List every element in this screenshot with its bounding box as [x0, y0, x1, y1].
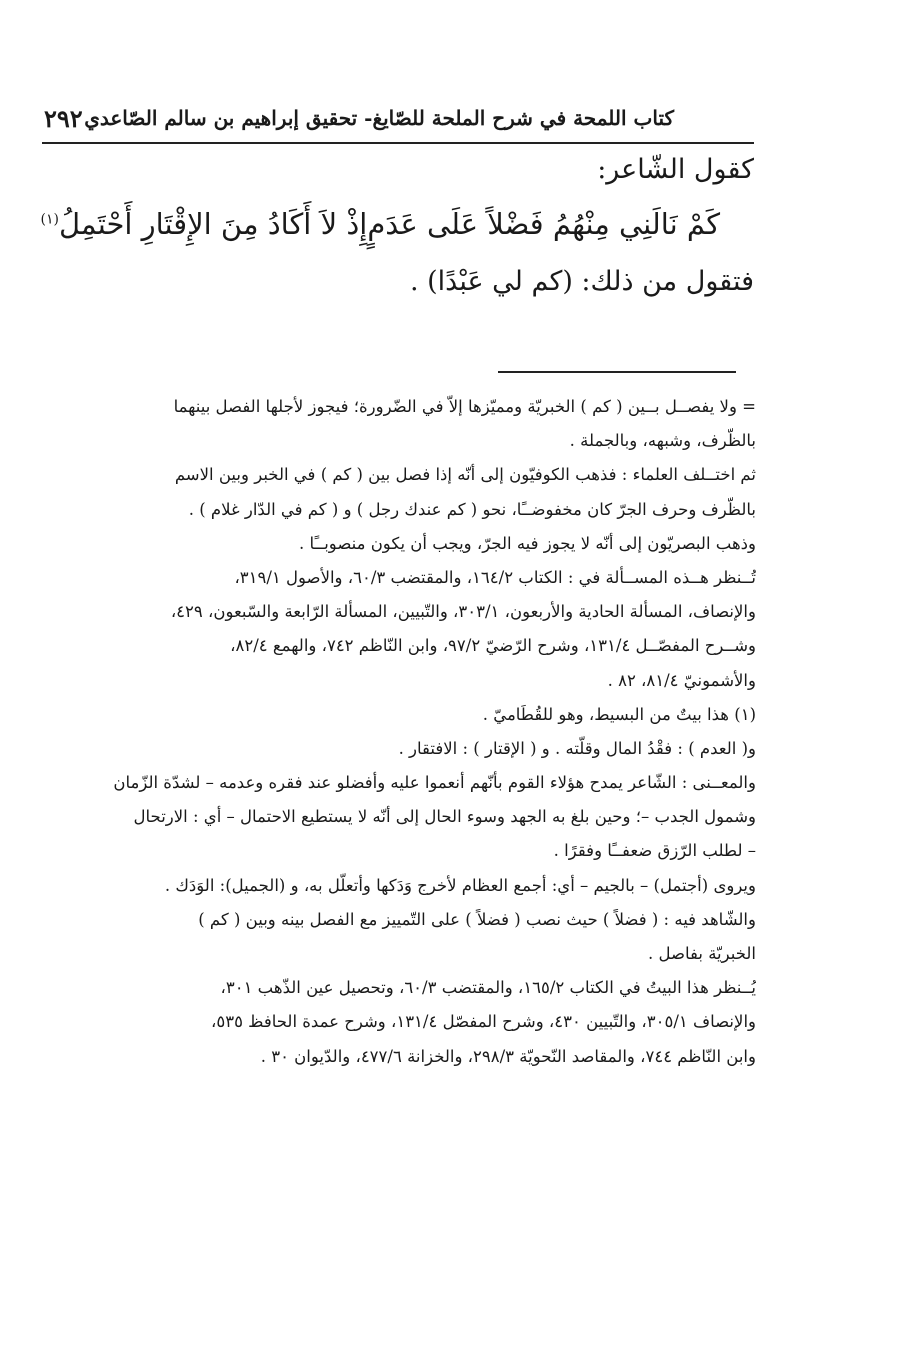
- footnote-divider: [498, 371, 736, 373]
- footnote-line: وذهب البصريّون إلى أنّه لا يجوز فيه الجرّ، ويجب أن يكون منصوبــًا .: [299, 533, 756, 553]
- footnote-marker: (١): [40, 211, 59, 228]
- page-number: ٢٩٢: [44, 103, 83, 133]
- footnote-line: (١) هذا بيتٌ من البسيط، وهو للقُطَاميّ .: [482, 704, 756, 724]
- footnote-line: يُــنظر هذا البيتُ في الكتاب ١٦٥/٢، والمقتضب ٦٠/٣، وتحصيل عين الذّهب ٣٠١،: [220, 978, 756, 998]
- header-divider: [42, 142, 754, 144]
- footnote-line: والإنصاف، المسألة الحادية والأربعون، ٣٠٣/١، والتّبيين، المسألة الرّابعة والسّبعون، ٤٢٩،: [170, 602, 756, 622]
- footnote-line: بالظّرف، وشبهه، وبالجملة .: [569, 431, 756, 451]
- running-header: [44, 100, 674, 136]
- footnotes-block: [44, 390, 756, 1074]
- footnote-line: بالظّرف وحرف الجرّ كان مخفوضــًا، نحو ( كم عندك رجل ) و ( كم في الدّار غلام ) .: [188, 499, 756, 519]
- footnote-line: و( العدم ) : فقْدُ المال وقلّته . و ( الإقتار ) : الافتقار .: [398, 738, 756, 758]
- footnote-line: تُــنظر هــذه المســألة في : الكتاب ١٦٤/٢، والمقتضب ٦٠/٣، والأصول ٣١٩/١،: [234, 567, 756, 587]
- footnote-line: والشّاهد فيه : ( فضلاً ) حيث نصب ( فضلاً ) على التّمييز مع الفصل بينه وبين ( كم ): [198, 909, 756, 929]
- footnote-line: = ولا يفصــل بــين ( كم ) الخبريّة ومميّزها إلاّ في الضّرورة؛ فيجوز لأجلها الفصل بينهما: [173, 397, 756, 416]
- verse-second-hemistich: [41, 207, 368, 241]
- footnote-line: والمعــنى : الشّاعر يمدح هؤلاء القوم بأنّهم أنعموا عليه وأفضلو عند فقره وعدمه – لشدّة الزّمان: [113, 773, 756, 793]
- intro-text: كقول الشّاعر:: [597, 154, 754, 185]
- footnote-line: الخبريّة بفاصل .: [648, 944, 756, 963]
- conclusion-text: فتقول من ذلك: (كم لي عَبْدًا) .: [409, 266, 754, 297]
- footnote-line: وشــرح المفصّــل ١٣١/٤، وشرح الرّضيّ ٩٧/٢، وابن النّاظم ٧٤٢، والهمع ٨٢/٤،: [230, 636, 756, 656]
- header-title: كتاب اللمحة في شرح الملحة للصّايغ- تحقيق إبراهيم بن سالم الصّاعدي: [84, 106, 674, 130]
- verse-first-hemistich: كَمْ نَالَنِي مِنْهُمُ فَضْلاً عَلَى عَدَمٍ: [367, 207, 720, 241]
- footnote-line: ثم اختــلف العلماء : فذهب الكوفيّون إلى أنّه إذا فصل بين ( كم ) في الخبر وبين الاسم: [174, 465, 756, 485]
- footnote-line: والأشمونيّ ٨١/٤، ٨٢ .: [607, 670, 756, 690]
- footnote-line: ويروى (أجتمل) – بالجيم – أي: أجمع العظام لأخرج وَدَكها وأتعلّل به، و (الجميل): الوَدَك .: [164, 875, 756, 895]
- footnote-line: وشمول الجدب –؛ وحين بلغ به الجهد وسوء الحال إلى أنّه لا يستطيع الاحتمال – أي : الارتحال: [133, 807, 756, 827]
- verse-second-text: إِذْ لاَ أَكَادُ مِنَ الإِقْتَارِ أَحْتَمِلُ: [58, 207, 368, 241]
- footnote-line: – لطلب الرّزق ضعفــًا وفقرًا .: [553, 841, 756, 861]
- footnote-line: والإنصاف ٣٠٥/١، والتّبيين ٤٣٠، وشرح المفصّل ١٣١/٤، وشرح عمدة الحافظ ٥٣٥،: [211, 1012, 756, 1032]
- poetry-verse: [40, 200, 720, 248]
- footnote-line: وابن النّاظم ٧٤٤، والمقاصد النّحويّة ٢٩٨/٣، والخزانة ٤٧٧/٦، والدّيوان ٣٠ .: [260, 1046, 756, 1066]
